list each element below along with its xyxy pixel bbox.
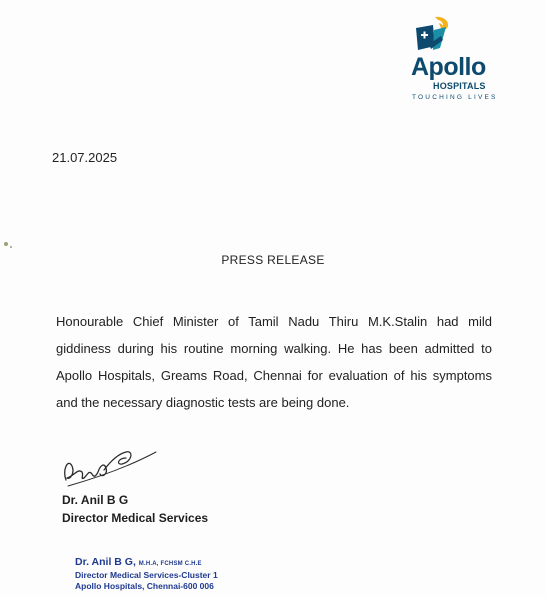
logo-subtitle: HOSPITALS (433, 81, 486, 91)
scan-speck (4, 242, 8, 246)
logo-wordmark: Apollo (411, 53, 486, 81)
stamp-qualifications: M.H.A, FCHSM C.H.E (138, 561, 202, 567)
stamp-name: Dr. Anil B G, (75, 556, 136, 568)
stamp-address: Apollo Hospitals, Chennai-600 006 (75, 581, 214, 591)
document-heading: PRESS RELEASE (221, 253, 325, 267)
signatory-name: Dr. Anil B G (62, 493, 129, 507)
stamp-name-line (75, 556, 202, 568)
apollo-emblem-icon (405, 14, 505, 58)
letter-date: 21.07.2025 (52, 150, 118, 165)
handwritten-signature (56, 440, 166, 492)
press-release-body: Honourable Chief Minister of Tamil Nadu Thiru M.K.Stalin had mild giddiness during his routine morning walking. He has been admitted to Apollo Hospitals, Greams Road, Chennai for evaluation of his symptoms and the necessary diagnostic tests are being done. (56, 314, 492, 410)
scan-speck (10, 246, 12, 248)
signatory-title: Director Medical Services (62, 511, 209, 525)
stamp-designation: Director Medical Services-Cluster 1 (75, 570, 218, 580)
logo-tagline: TOUCHING LIVES (412, 94, 498, 101)
apollo-hospitals-logo (405, 14, 505, 106)
